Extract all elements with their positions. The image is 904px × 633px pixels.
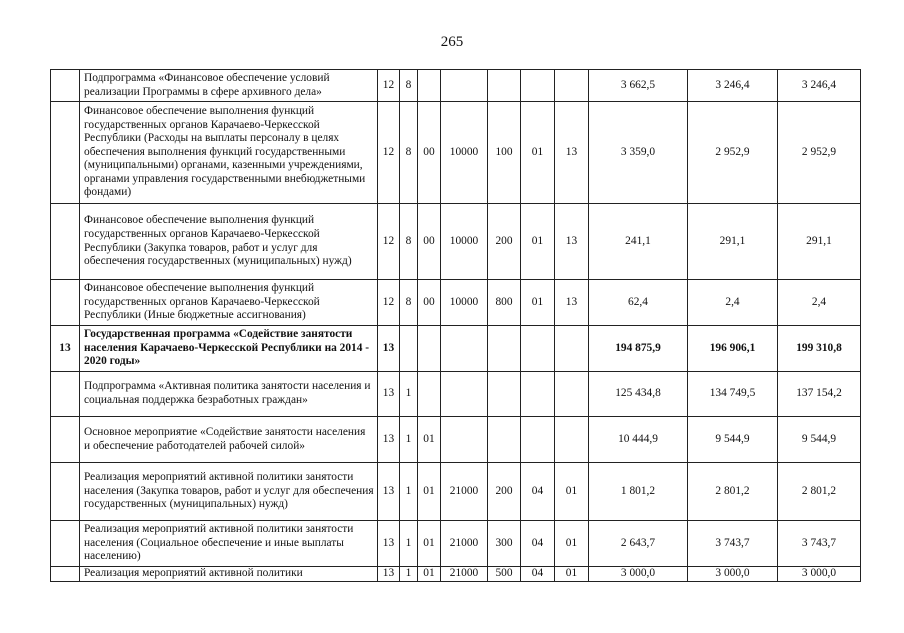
table-row <box>51 280 861 326</box>
code-subsection: 13 <box>555 280 589 326</box>
code-subprogram: 01 <box>418 567 441 582</box>
code-direction: 21000 <box>441 521 488 567</box>
row-number <box>51 204 80 280</box>
code-expense-type <box>488 417 521 463</box>
amount-year-3: 2 801,2 <box>778 463 861 521</box>
code-direction <box>441 417 488 463</box>
amount-year-1: 2 643,7 <box>589 521 688 567</box>
code-subsection <box>555 417 589 463</box>
code-subprogram <box>418 326 441 372</box>
code-program: 8 <box>400 70 418 102</box>
code-subprogram <box>418 372 441 417</box>
row-name: Подпрограмма «Финансовое обеспечение условий реализации Программы в сфере архивного дела» <box>80 70 378 102</box>
amount-year-2: 196 906,1 <box>688 326 778 372</box>
row-name: Реализация мероприятий активной политики занятости населения (Социальное обеспечение и иные выплаты населению) <box>80 521 378 567</box>
code-subprogram: 01 <box>418 521 441 567</box>
code-section <box>521 326 555 372</box>
code-subprogram: 01 <box>418 463 441 521</box>
row-name: Реализация мероприятий активной политики занятости населения (Закупка товаров, работ и услуг для обеспечения государственных (муниципальных) нужд) <box>80 463 378 521</box>
amount-year-1: 241,1 <box>589 204 688 280</box>
amount-year-3: 3 000,0 <box>778 567 861 582</box>
budget-table <box>50 69 861 582</box>
amount-year-1: 3 662,5 <box>589 70 688 102</box>
code-program: 8 <box>400 280 418 326</box>
code-subsection: 13 <box>555 102 589 204</box>
code-ministry: 12 <box>378 204 400 280</box>
code-ministry: 13 <box>378 326 400 372</box>
code-section: 04 <box>521 567 555 582</box>
table-row <box>51 521 861 567</box>
code-subsection: 01 <box>555 521 589 567</box>
code-direction: 21000 <box>441 567 488 582</box>
table-row <box>51 204 861 280</box>
row-number <box>51 102 80 204</box>
amount-year-3: 2,4 <box>778 280 861 326</box>
amount-year-1: 125 434,8 <box>589 372 688 417</box>
amount-year-1: 10 444,9 <box>589 417 688 463</box>
row-name: Подпрограмма «Активная политика занятости населения и социальная поддержка безработных граждан» <box>80 372 378 417</box>
amount-year-2: 9 544,9 <box>688 417 778 463</box>
page-number: 265 <box>440 34 464 50</box>
amount-year-3: 9 544,9 <box>778 417 861 463</box>
amount-year-3: 291,1 <box>778 204 861 280</box>
code-direction <box>441 326 488 372</box>
code-section <box>521 70 555 102</box>
code-subprogram: 00 <box>418 204 441 280</box>
amount-year-2: 3 000,0 <box>688 567 778 582</box>
amount-year-1: 3 359,0 <box>589 102 688 204</box>
table-row <box>51 70 861 102</box>
row-name: Финансовое обеспечение выполнения функций государственных органов Карачаево-Черкесской Республики (Иные бюджетные ассигнования) <box>80 280 378 326</box>
amount-year-2: 2,4 <box>688 280 778 326</box>
code-program: 1 <box>400 417 418 463</box>
code-expense-type <box>488 326 521 372</box>
amount-year-2: 2 952,9 <box>688 102 778 204</box>
amount-year-2: 291,1 <box>688 204 778 280</box>
code-program: 8 <box>400 204 418 280</box>
code-section: 04 <box>521 463 555 521</box>
amount-year-3: 2 952,9 <box>778 102 861 204</box>
code-ministry: 13 <box>378 372 400 417</box>
code-section <box>521 372 555 417</box>
code-expense-type: 200 <box>488 204 521 280</box>
code-program: 1 <box>400 463 418 521</box>
row-number <box>51 372 80 417</box>
amount-year-2: 134 749,5 <box>688 372 778 417</box>
code-subsection: 01 <box>555 567 589 582</box>
code-ministry: 13 <box>378 463 400 521</box>
code-section: 01 <box>521 204 555 280</box>
code-direction <box>441 70 488 102</box>
table-row <box>51 372 861 417</box>
amount-year-2: 3 246,4 <box>688 70 778 102</box>
code-direction: 21000 <box>441 463 488 521</box>
code-direction: 10000 <box>441 280 488 326</box>
code-ministry: 13 <box>378 567 400 582</box>
code-ministry: 13 <box>378 417 400 463</box>
amount-year-3: 3 743,7 <box>778 521 861 567</box>
code-section: 01 <box>521 280 555 326</box>
row-number <box>51 280 80 326</box>
table-row <box>51 417 861 463</box>
code-program: 8 <box>400 102 418 204</box>
row-name: Основное мероприятие «Содействие занятости населения и обеспечение работодателей рабочей силой» <box>80 417 378 463</box>
row-number: 13 <box>51 326 80 372</box>
row-number <box>51 521 80 567</box>
amount-year-3: 199 310,8 <box>778 326 861 372</box>
row-name: Государственная программа «Содействие занятости населения Карачаево-Черкесской Республики на 2014 - 2020 годы» <box>80 326 378 372</box>
amount-year-2: 3 743,7 <box>688 521 778 567</box>
amount-year-1: 194 875,9 <box>589 326 688 372</box>
code-direction: 10000 <box>441 102 488 204</box>
code-subprogram <box>418 70 441 102</box>
code-ministry: 13 <box>378 521 400 567</box>
code-section: 01 <box>521 102 555 204</box>
row-name: Финансовое обеспечение выполнения функций государственных органов Карачаево-Черкесской Республики (Закупка товаров, работ и услуг для обеспечения государственных (муниципальных) нужд) <box>80 204 378 280</box>
code-expense-type: 200 <box>488 463 521 521</box>
code-expense-type: 100 <box>488 102 521 204</box>
row-number <box>51 417 80 463</box>
amount-year-3: 3 246,4 <box>778 70 861 102</box>
code-section <box>521 417 555 463</box>
table-row <box>51 326 861 372</box>
code-program <box>400 326 418 372</box>
code-expense-type: 800 <box>488 280 521 326</box>
code-subsection: 13 <box>555 204 589 280</box>
code-direction <box>441 372 488 417</box>
amount-year-2: 2 801,2 <box>688 463 778 521</box>
code-ministry: 12 <box>378 70 400 102</box>
table-row <box>51 102 861 204</box>
amount-year-1: 62,4 <box>589 280 688 326</box>
code-program: 1 <box>400 567 418 582</box>
code-subprogram: 01 <box>418 417 441 463</box>
amount-year-1: 1 801,2 <box>589 463 688 521</box>
code-subsection <box>555 372 589 417</box>
code-expense-type: 500 <box>488 567 521 582</box>
code-expense-type <box>488 372 521 417</box>
amount-year-3: 137 154,2 <box>778 372 861 417</box>
amount-year-1: 3 000,0 <box>589 567 688 582</box>
code-expense-type <box>488 70 521 102</box>
row-number <box>51 70 80 102</box>
table-row <box>51 463 861 521</box>
row-name: Финансовое обеспечение выполнения функций государственных органов Карачаево-Черкесской Республики (Расходы на выплаты персоналу в целях обеспечения выполнения функций государственными (муниципальными) органами, казенными учреждениями, органами управления государственными внебюджетными фондами) <box>80 102 378 204</box>
code-section: 04 <box>521 521 555 567</box>
table-row <box>51 567 861 582</box>
code-subsection <box>555 70 589 102</box>
code-ministry: 12 <box>378 102 400 204</box>
code-subsection <box>555 326 589 372</box>
code-expense-type: 300 <box>488 521 521 567</box>
row-name: Реализация мероприятий активной политики <box>80 567 378 582</box>
row-number <box>51 463 80 521</box>
code-program: 1 <box>400 521 418 567</box>
code-subprogram: 00 <box>418 280 441 326</box>
code-subsection: 01 <box>555 463 589 521</box>
row-number <box>51 567 80 582</box>
code-program: 1 <box>400 372 418 417</box>
code-direction: 10000 <box>441 204 488 280</box>
code-subprogram: 00 <box>418 102 441 204</box>
code-ministry: 12 <box>378 280 400 326</box>
